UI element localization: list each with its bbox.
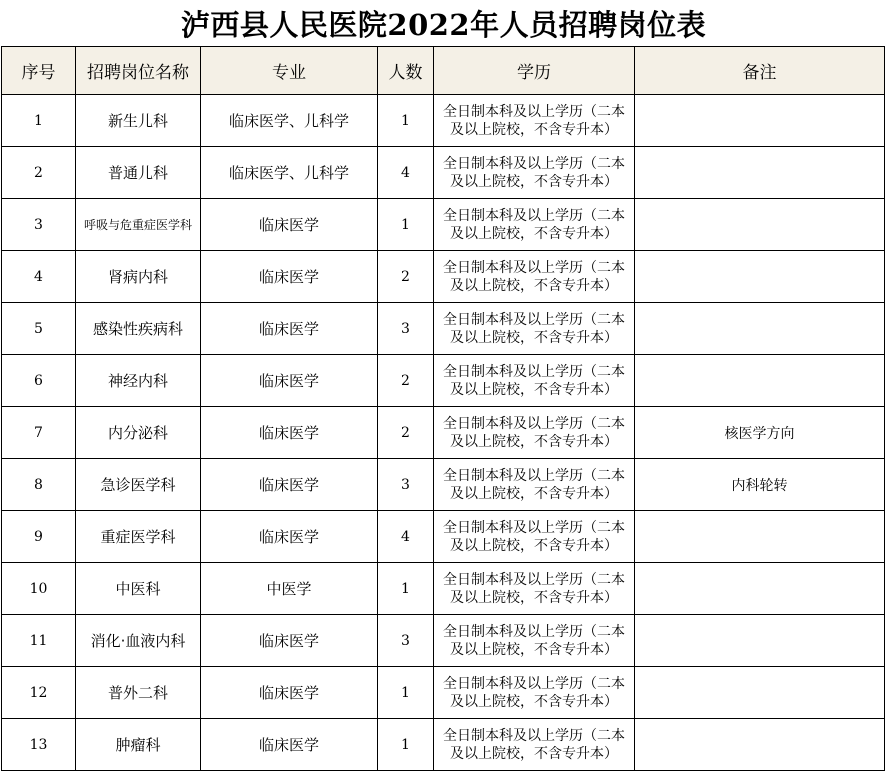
cell-education[interactable] (434, 407, 635, 459)
cell-count[interactable]: 1 (378, 667, 434, 719)
cell-major[interactable]: 临床医学 (201, 251, 378, 303)
cell-count[interactable]: 1 (378, 563, 434, 615)
cell-major[interactable]: 中医学 (201, 563, 378, 615)
cell-seq[interactable]: 1 (2, 95, 76, 147)
cell-position[interactable]: 肾病内科 (76, 251, 201, 303)
table-row (2, 719, 885, 771)
cell-seq[interactable]: 6 (2, 355, 76, 407)
cell-count[interactable]: 1 (378, 719, 434, 771)
education-line-1: 全日制本科及以上学历（二本 (443, 623, 625, 640)
cell-count[interactable]: 1 (378, 199, 434, 251)
cell-note[interactable]: 核医学方向 (635, 407, 885, 459)
cell-note[interactable] (635, 355, 885, 407)
cell-note[interactable] (635, 719, 885, 771)
table-row (2, 147, 885, 199)
cell-major[interactable]: 临床医学、儿科学 (201, 147, 378, 199)
cell-major[interactable]: 临床医学、儿科学 (201, 95, 378, 147)
table-row (2, 251, 885, 303)
cell-seq[interactable]: 9 (2, 511, 76, 563)
header-count[interactable]: 人数 (378, 47, 434, 95)
education-line-1: 全日制本科及以上学历（二本 (443, 571, 625, 588)
cell-count[interactable]: 1 (378, 95, 434, 147)
table-row (2, 95, 885, 147)
cell-seq[interactable]: 12 (2, 667, 76, 719)
cell-education[interactable] (434, 95, 635, 147)
cell-count[interactable]: 3 (378, 303, 434, 355)
education-line-1: 全日制本科及以上学历（二本 (443, 675, 625, 692)
cell-major[interactable]: 临床医学 (201, 615, 378, 667)
cell-education[interactable] (434, 511, 635, 563)
cell-major[interactable]: 临床医学 (201, 199, 378, 251)
education-line-1: 全日制本科及以上学历（二本 (443, 415, 625, 432)
cell-note[interactable] (635, 251, 885, 303)
cell-education[interactable] (434, 199, 635, 251)
education-line-1: 全日制本科及以上学历（二本 (443, 519, 625, 536)
education-line-2: 及以上院校，不含专升本） (450, 693, 618, 710)
cell-education[interactable] (434, 563, 635, 615)
header-note[interactable]: 备注 (635, 47, 885, 95)
cell-position[interactable]: 重症医学科 (76, 511, 201, 563)
cell-seq[interactable]: 2 (2, 147, 76, 199)
education-line-2: 及以上院校，不含专升本） (450, 641, 618, 658)
table-row (2, 667, 885, 719)
cell-education[interactable] (434, 615, 635, 667)
cell-note[interactable] (635, 615, 885, 667)
cell-seq[interactable]: 10 (2, 563, 76, 615)
cell-note[interactable] (635, 303, 885, 355)
cell-note[interactable] (635, 147, 885, 199)
education-line-2: 及以上院校，不含专升本） (450, 745, 618, 762)
table-row (2, 303, 885, 355)
header-position[interactable]: 招聘岗位名称 (76, 47, 201, 95)
table-row (2, 355, 885, 407)
table-row (2, 511, 885, 563)
table-row (2, 407, 885, 459)
cell-count[interactable]: 2 (378, 251, 434, 303)
education-line-2: 及以上院校，不含专升本） (450, 485, 618, 502)
education-line-2: 及以上院校，不含专升本） (450, 537, 618, 554)
cell-note[interactable]: 内科轮转 (635, 459, 885, 511)
cell-seq[interactable]: 11 (2, 615, 76, 667)
cell-note[interactable] (635, 511, 885, 563)
page-title: 泸西县人民医院2022年人员招聘岗位表 (180, 7, 707, 42)
cell-education[interactable] (434, 355, 635, 407)
cell-major[interactable]: 临床医学 (201, 407, 378, 459)
education-line-1: 全日制本科及以上学历（二本 (443, 727, 625, 744)
cell-major[interactable]: 临床医学 (201, 667, 378, 719)
cell-major[interactable]: 临床医学 (201, 303, 378, 355)
education-line-2: 及以上院校，不含专升本） (450, 589, 618, 606)
cell-note[interactable] (635, 667, 885, 719)
recruitment-table (1, 46, 885, 771)
cell-seq[interactable]: 7 (2, 407, 76, 459)
cell-count[interactable]: 4 (378, 511, 434, 563)
education-line-2: 及以上院校，不含专升本） (450, 381, 618, 398)
education-line-1: 全日制本科及以上学历（二本 (443, 155, 625, 172)
cell-education[interactable] (434, 459, 635, 511)
cell-position[interactable]: 内分泌科 (76, 407, 201, 459)
cell-position[interactable]: 新生儿科 (76, 95, 201, 147)
cell-seq[interactable]: 3 (2, 199, 76, 251)
cell-position[interactable]: 神经内科 (76, 355, 201, 407)
cell-major[interactable]: 临床医学 (201, 459, 378, 511)
cell-position[interactable]: 肿瘤科 (76, 719, 201, 771)
cell-education[interactable] (434, 147, 635, 199)
education-line-2: 及以上院校，不含专升本） (450, 121, 618, 138)
cell-position[interactable]: 急诊医学科 (76, 459, 201, 511)
education-line-2: 及以上院校，不含专升本） (450, 277, 618, 294)
cell-position[interactable]: 消化·血液内科 (76, 615, 201, 667)
cell-note[interactable] (635, 199, 885, 251)
cell-major[interactable]: 临床医学 (201, 511, 378, 563)
table-row (2, 199, 885, 251)
cell-position[interactable]: 普通儿科 (76, 147, 201, 199)
cell-seq[interactable]: 5 (2, 303, 76, 355)
header-major[interactable]: 专业 (201, 47, 378, 95)
header-seq[interactable]: 序号 (2, 47, 76, 95)
cell-education[interactable] (434, 303, 635, 355)
cell-education[interactable] (434, 251, 635, 303)
cell-major[interactable]: 临床医学 (201, 355, 378, 407)
cell-position[interactable]: 感染性疾病科 (76, 303, 201, 355)
cell-seq[interactable]: 8 (2, 459, 76, 511)
cell-count[interactable]: 2 (378, 355, 434, 407)
table-row (2, 563, 885, 615)
header-row (2, 47, 885, 95)
education-line-1: 全日制本科及以上学历（二本 (443, 259, 625, 276)
table-row (2, 615, 885, 667)
cell-education[interactable] (434, 719, 635, 771)
education-line-2: 及以上院校，不含专升本） (450, 173, 618, 190)
education-line-2: 及以上院校，不含专升本） (450, 329, 618, 346)
cell-count[interactable]: 2 (378, 407, 434, 459)
education-line-1: 全日制本科及以上学历（二本 (443, 311, 625, 328)
cell-position[interactable]: 普外二科 (76, 667, 201, 719)
cell-count[interactable]: 3 (378, 459, 434, 511)
cell-seq[interactable]: 13 (2, 719, 76, 771)
cell-note[interactable] (635, 563, 885, 615)
education-line-2: 及以上院校，不含专升本） (450, 225, 618, 242)
cell-education[interactable] (434, 667, 635, 719)
cell-position[interactable]: 中医科 (76, 563, 201, 615)
header-education[interactable]: 学历 (434, 47, 635, 95)
cell-note[interactable] (635, 95, 885, 147)
education-line-1: 全日制本科及以上学历（二本 (443, 467, 625, 484)
education-line-2: 及以上院校，不含专升本） (450, 433, 618, 450)
cell-seq[interactable]: 4 (2, 251, 76, 303)
cell-position[interactable]: 呼吸与危重症医学科 (76, 199, 201, 251)
cell-major[interactable]: 临床医学 (201, 719, 378, 771)
table-row (2, 459, 885, 511)
education-line-1: 全日制本科及以上学历（二本 (443, 207, 625, 224)
cell-count[interactable]: 4 (378, 147, 434, 199)
cell-count[interactable]: 3 (378, 615, 434, 667)
education-line-1: 全日制本科及以上学历（二本 (443, 363, 625, 380)
education-line-1: 全日制本科及以上学历（二本 (443, 103, 625, 120)
